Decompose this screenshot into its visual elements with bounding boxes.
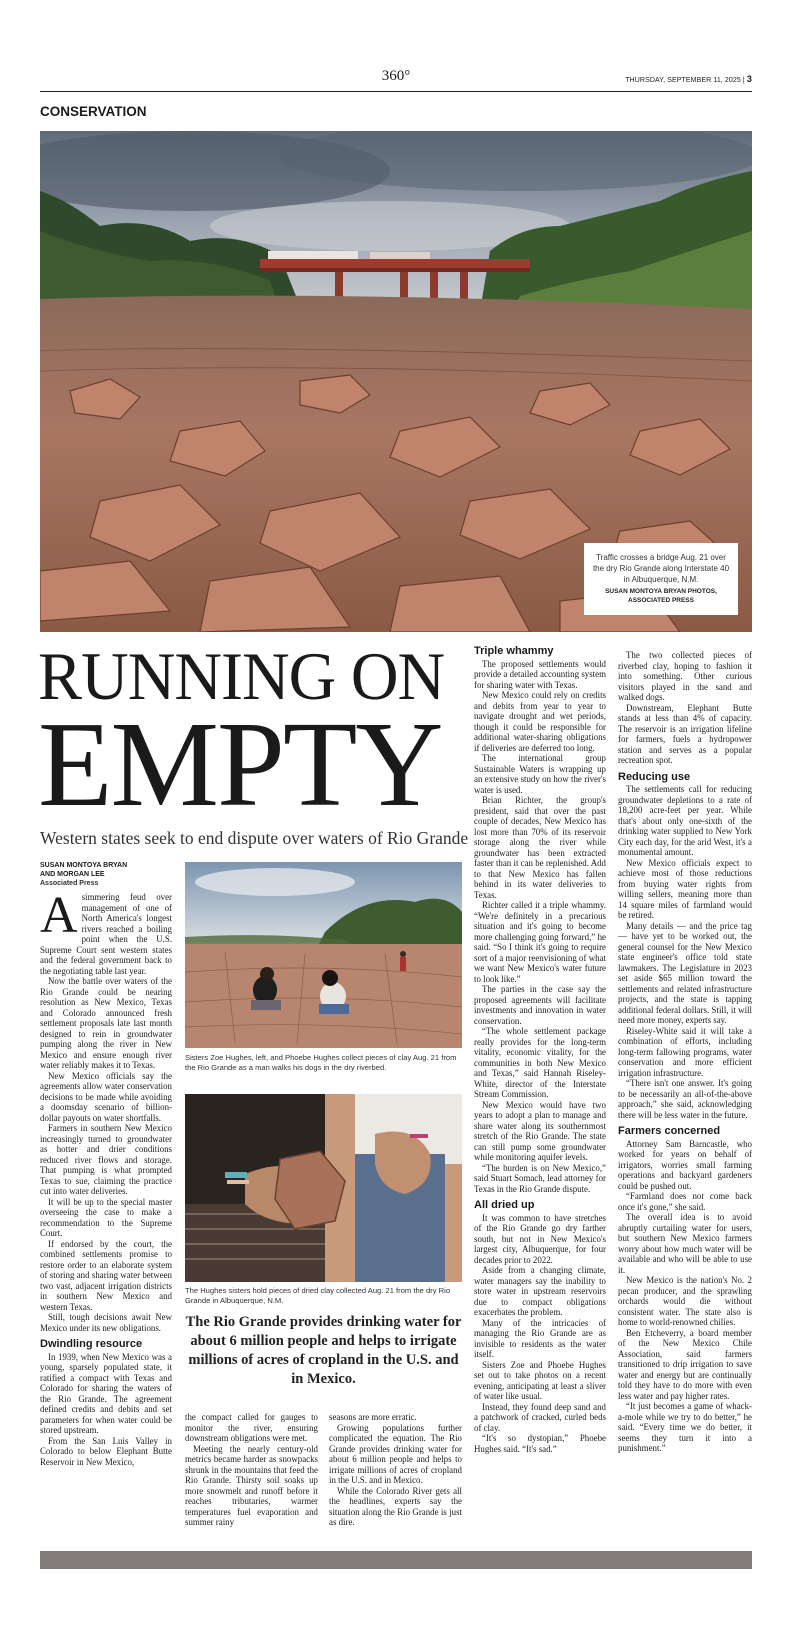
paragraph: “Farmland does not come back once it's gone,” she said. (618, 1191, 752, 1212)
paragraph: New Mexico is the nation's No. 2 pecan producer, and the sprawling orchards would die without consistent water. The state also is home to world-renowned chilies. (618, 1275, 752, 1327)
article-column-1 (40, 887, 172, 1467)
paragraph: Meeting the nearly century-old metrics became harder as snowpacks shrunk in the mountains that feed the Rio Grande. Thirsty soil soaks up more snowmelt and runoff before it reaches tributaries, warmer temperatures fuel evaporation and summer rainy (185, 1443, 318, 1527)
paragraph: Still, tough decisions await New Mexico under its new obligations. (40, 1312, 172, 1333)
byline (40, 861, 127, 879)
paragraph: New Mexico officials expect to achieve most of those reductions from buying water rights from willing sellers, meaning more than 14 square miles of farmland would be retired. (618, 857, 752, 920)
dateline (625, 74, 752, 84)
paragraph: In 1939, when New Mexico was a young, sparsely populated state, it ratified a compact with Texas and Colorado for sharing the waters of the Rio Grande. The agreement defined credits and debits and set parameters for when water could be stored upstream. (40, 1351, 172, 1435)
paragraph: Riseley-White said it will take a combination of efforts, including long-term fallowing programs, water conservation and more efficient irrigation infrastructure. (618, 1025, 752, 1078)
paragraph: “It's so dystopian,” Phoebe Hughes said. “It's sad.” (474, 1433, 606, 1454)
paragraph: Aside from a changing climate, water managers say the inability to store water in upstream reservoirs due to compact obligations exacerbates the problem. (474, 1265, 606, 1317)
article-column-5 (618, 650, 752, 1454)
paragraph: “The whole settlement package really provides for the long-term vitality, economic vitality, for the communities in both New Mexico and Texas,” said Hannah Riseley-White, director of the Interstate Stream Commission. (474, 1026, 606, 1099)
paragraph: Many details — and the price tag — have yet to be worked out, the general counsel for the New Mexico state engineer's office told state lawmakers. The Legislature in 2023 set aside $65 million toward the settlements and related infrastructure projects, and the state is tapping additional federal dollars. Still, it will need more money, experts say. (618, 920, 752, 1025)
dateline-separator: | (742, 77, 745, 84)
paragraph: The settlements call for reducing groundwater depletions to a rate of 18,200 acre-feet per year. While that's about only one-sixth of the drinking water supplied to New York City each day, for the arid West, it's a monumental amount. (618, 784, 752, 857)
header-rule (40, 91, 752, 92)
photo-sisters-riverbed (185, 862, 462, 1048)
paragraph: the compact called for gauges to monitor the river, ensuring downstream obligations were met. (185, 1412, 318, 1443)
paragraph: Now the battle over waters of the Rio Grande could be nearing resolution as New Mexico, Texas and Colorado announced fresh settlement proposals late last month designed to rein in groundwater pumping along the river in New Mexico and ensure enough river water reliably makes it to Texas. (40, 976, 172, 1070)
hands-holding-clay-image (185, 1094, 462, 1282)
paragraph: Attorney Sam Barncastle, who worked for years on behalf of irrigators, worries small farming operations and backyard gardeners could be pushed out. (618, 1138, 752, 1191)
pull-quote: The Rio Grande provides drinking water for about 6 million people and helps to irrigate millions of acres of cropland in the U.S. and in Mexico. (185, 1314, 462, 1387)
paragraph: While the Colorado River gets all the headlines, experts say the situation along the Rio Grande is just as dire. (329, 1485, 462, 1527)
paragraph: seasons are more erratic. (329, 1412, 417, 1422)
paragraph: Instead, they found deep sand and a patchwork of cracked, curled beds of clay. (474, 1401, 606, 1433)
paragraph: Richter called it a triple whammy. “We're definitely in a precarious situation and it's going to become more challenging going forward,” he said. “So I think it's going to require sort of a major reenvisioning of what we want New Mexico's water future to look like.” (474, 900, 606, 984)
masthead: 360° (381, 68, 411, 84)
paragraph: The two collected pieces of riverbed clay, hoping to fashion it into something. Other curious visitors played in the sand and walked dogs. (618, 650, 752, 702)
paragraph: Many of the intricacies of managing the Rio Grande are as invisible to residents as the water itself. (474, 1317, 606, 1359)
page-number: 3 (746, 74, 752, 84)
paragraph: simmering feud over management of one of North America's longest rivers reached a boiling point when the U.S. Supreme Court sent western states and the federal government back to the negotiating table last year. (40, 892, 172, 976)
paragraph: From the San Luis Valley in Colorado to below Elephant Butte Reservoir in New Mexico, (40, 1435, 172, 1467)
footer-bar (40, 1551, 752, 1569)
paragraph: The international group Sustainable Waters is wrapping up an extensive study on how the river's water is used. (474, 753, 606, 795)
paragraph: New Mexico could rely on credits and debits from year to year to navigate drought and wet periods, though it could be responsible for additional water-sharing obligations if deliveries are deferred too long. (474, 690, 606, 753)
article-column-4 (474, 646, 606, 1454)
paragraph: “It just becomes a game of whack-a-mole while we try to do better,” he said. “Every time we do better, it seems they turn it into a punishment.” (618, 1401, 752, 1453)
photo-2-caption: Sisters Zoe Hughes, left, and Phoebe Hughes collect pieces of clay Aug. 21 from the Rio Grande as a man walks his dogs in the dry riverbed. (185, 1053, 457, 1072)
photo-credit: SUSAN MONTOYA BRYAN PHOTOS, ASSOCIATED PRESS (605, 588, 717, 604)
paragraph: “The burden is on New Mexico,” said Stuart Somach, lead attorney for Texas in the Rio Grande dispute. (474, 1162, 606, 1194)
paragraph: If endorsed by the court, the combined settlements promise to restore order to an elaborate system of storing and sharing water between two vast, adjacent irrigation districts in southern New Mexico and western Texas. (40, 1238, 172, 1312)
byline-authors-1: SUSAN MONTOYA BRYAN (40, 862, 128, 869)
byline-authors-2: AND MORGAN LEE (40, 871, 105, 878)
paragraph: Growing populations further complicated the equation. The Rio Grande provides drinking water for about 6 million people and helps to irrigate millions of acres of cropland in the U.S. and in Mexico. (329, 1422, 462, 1485)
paragraph: New Mexico would have two years to adopt a plan to manage and share water along its southernmost stretch of the Rio Grande. The state can still pump some groundwater while monitoring aquifer levels. (474, 1099, 606, 1162)
photo-3-caption: The Hughes sisters hold pieces of dried clay collected Aug. 21 from the dry Rio Grande in Albuquerque, N.M. (185, 1286, 451, 1305)
sisters-collecting-clay-image (185, 862, 462, 1048)
paragraph: The proposed settlements would provide a detailed accounting system for sharing water with Texas. (474, 658, 606, 690)
paragraph: Sisters Zoe and Phoebe Hughes set out to take photos on a recent evening, anticipating at least a sliver of water like usual. (474, 1359, 606, 1401)
issue-date: THURSDAY, SEPTEMBER 11, 2025 (625, 77, 741, 84)
dropcap: A (40, 887, 78, 944)
paragraph: New Mexico officials say the agreements allow water conservation decisions to be made while avoiding a doomsday scenario of billion-dollar payouts on water shortfalls. (40, 1070, 172, 1123)
byline-agency: Associated Press (40, 880, 99, 887)
photo-hands-clay (185, 1094, 462, 1282)
paragraph: “There isn't one answer. It's going to be necessarily an all-of-the-above approach,” she said, acknowledging there will be less water in the future. (618, 1078, 752, 1120)
headline-line-1: RUNNING ON (38, 638, 445, 714)
paragraph: Ben Etcheverry, a board member of the New Mexico Chile Association, said farmers transitioned to drip irrigation to save water and energy but are continually told they have to do more with even less water and pay higher rates. (618, 1327, 752, 1401)
subhead: All dried up (474, 1199, 535, 1211)
article-column-3 (329, 1412, 462, 1528)
subhead: Triple whammy (474, 645, 554, 657)
paragraph: The overall idea is to avoid abruptly curtailing water for users, but southern New Mexico farmers worry about how much water will be available and who will be able to use it. (618, 1212, 752, 1275)
paragraph: Brian Richter, the group's president, said that over the past couple of decades, New Mexico has lost more than 70% of its reservoir storage along the river while groundwater has been extracted faster than it can be replenished. Add to that New Mexico has fallen behind in its water deliveries to Texas. (474, 795, 606, 900)
article-column-2 (185, 1412, 318, 1528)
paragraph: It was common to have stretches of the Rio Grande go dry farther south, but not in New Mexico's largest city, Albuquerque, for four decades prior to 2022. (474, 1212, 606, 1265)
subhead: Reducing use (618, 770, 691, 783)
section-label: CONSERVATION (40, 104, 147, 119)
main-photo-caption (584, 543, 738, 615)
paragraph: Downstream, Elephant Butte stands at less than 4% of capacity. The reservoir is an irrigation lifeline for farmers, fuels a hydropower station and serves as a popular recreation spot. (618, 702, 752, 765)
paragraph: It will be up to the special master overseeing the case to make a recommendation to the Supreme Court. (40, 1196, 172, 1238)
subhead: Farmers concerned (618, 1125, 721, 1137)
deck: Western states seek to end dispute over waters of Rio Grande (40, 828, 469, 848)
headline-line-2: EMPTY (38, 697, 442, 832)
subhead: Dwindling resource (40, 1338, 143, 1350)
paragraph: The parties in the case say the proposed agreements will facilitate investments and innovation in water conservation. (474, 984, 606, 1026)
main-photo-caption-text: Traffic crosses a bridge Aug. 21 over the dry Rio Grande along Interstate 40 in Albuquerque, N.M. (592, 553, 730, 584)
paragraph: Farmers in southern New Mexico increasingly turned to groundwater as hotter and drier conditions reduced river flows and storage. That pumping is what prompted Texas to sue, claiming the practice cut into water deliveries. (40, 1123, 172, 1196)
